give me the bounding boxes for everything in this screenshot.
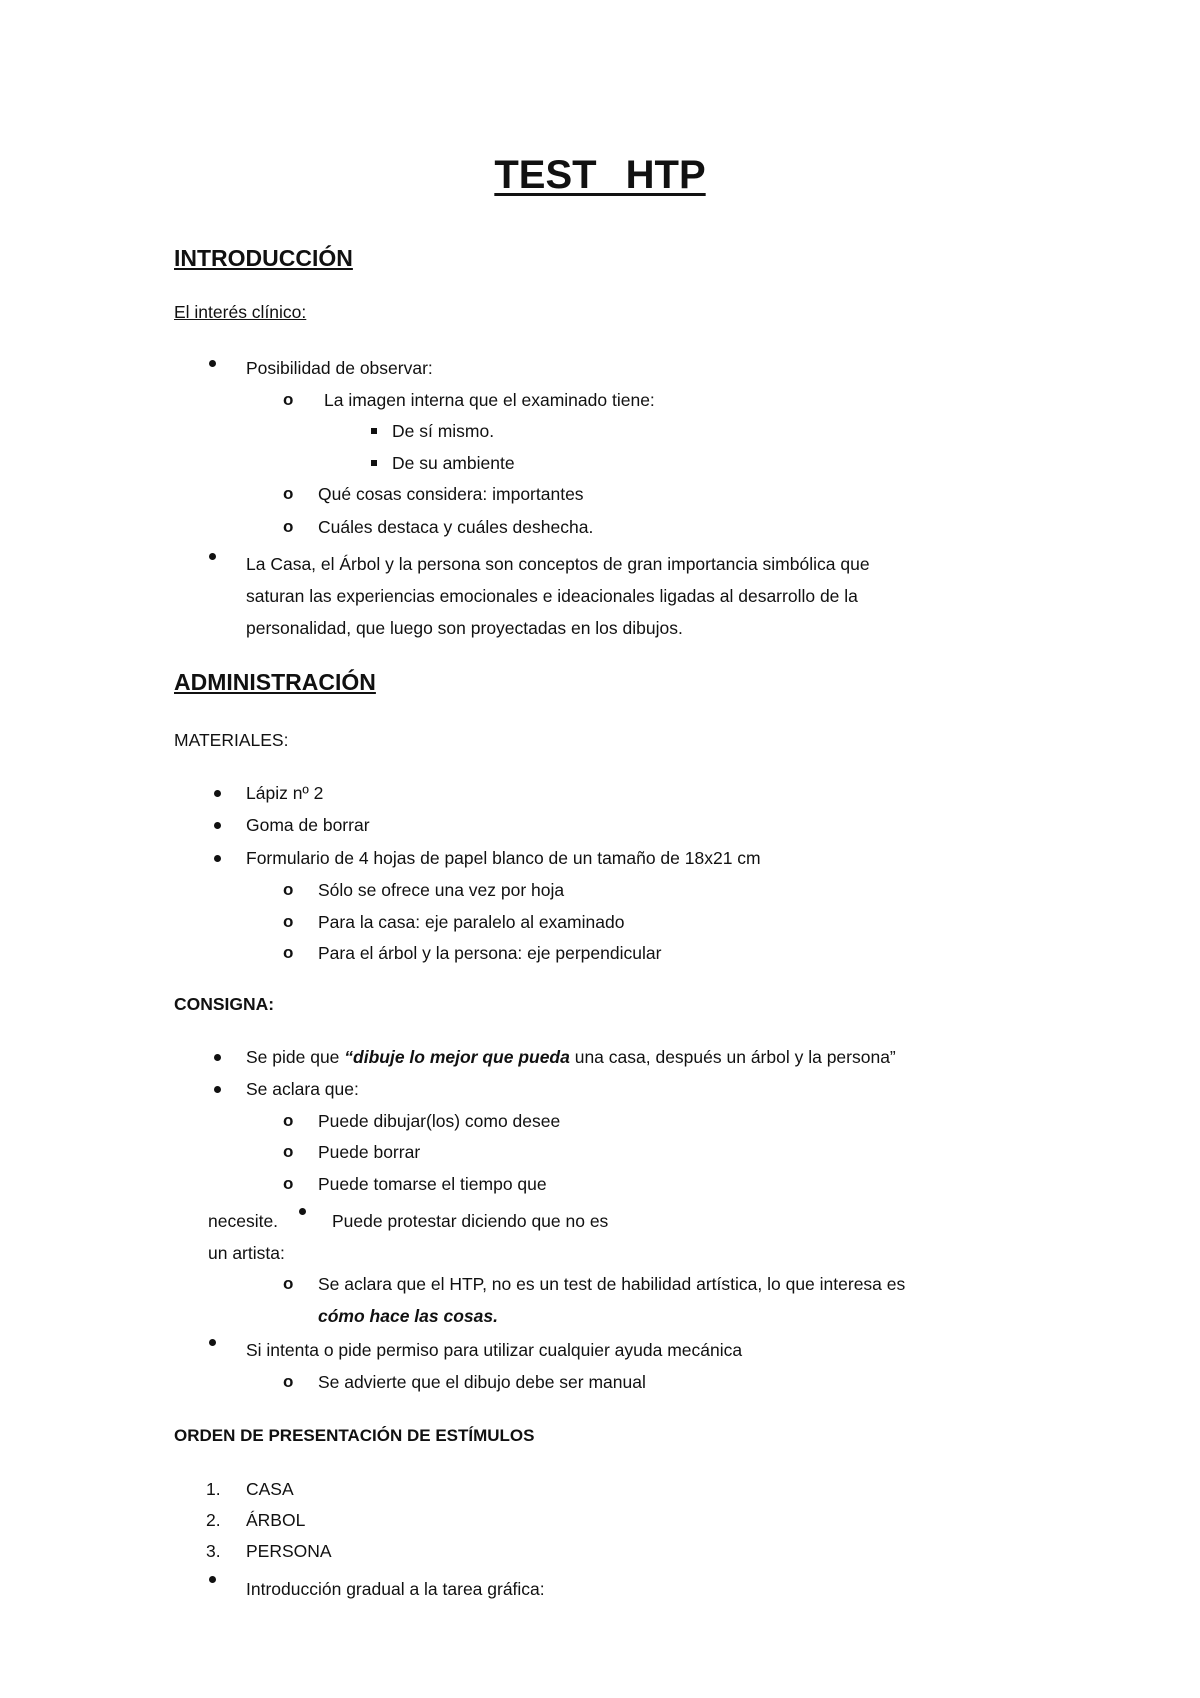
list-item-text: Se pide que — [246, 1047, 345, 1067]
list-item: Sólo se ofrece una vez por hoja — [318, 880, 565, 900]
section-heading-introduccion: INTRODUCCIÓN — [174, 245, 353, 271]
list-item: Puede protestar diciendo que no es — [332, 1211, 609, 1231]
bullet-icon — [209, 1339, 216, 1346]
bullet-icon — [214, 1054, 221, 1061]
circle-bullet-icon: o — [283, 484, 294, 503]
circle-bullet-icon: o — [283, 1274, 294, 1293]
bullet-icon — [299, 1208, 306, 1215]
list-item: Introducción gradual a la tarea gráfica: — [246, 1579, 545, 1599]
subheading-consigna: CONSIGNA: — [174, 994, 275, 1014]
subheading-interes-clinico: El interés clínico: — [174, 302, 307, 322]
bullet-icon — [214, 790, 221, 797]
circle-bullet-icon: o — [283, 1372, 294, 1391]
list-item: Para la casa: eje paralelo al examinado — [318, 912, 625, 932]
ordered-list-item: CASA — [246, 1479, 294, 1499]
section-heading-administracion: ADMINISTRACIÓN — [174, 669, 376, 695]
list-item-continuation: un artista: — [208, 1243, 285, 1263]
list-item: La imagen interna que el examinado tiene: — [324, 390, 655, 410]
list-item: Se aclara que el HTP, no es un test de habilidad artística, lo que interesa es — [318, 1274, 906, 1294]
square-bullet-icon — [371, 428, 377, 434]
list-item: Se advierte que el dibujo debe ser manual — [318, 1372, 646, 1392]
circle-bullet-icon: o — [283, 912, 294, 931]
list-item-text: una casa, después un árbol y la persona” — [569, 1047, 896, 1067]
subheading-orden: ORDEN DE PRESENTACIÓN DE ESTÍMULOS — [174, 1426, 535, 1445]
document-title: TEST HTP — [494, 153, 706, 197]
list-item: Formulario de 4 hojas de papel blanco de un tamaño de 18x21 cm — [246, 848, 761, 868]
ordered-list-number: 1. — [206, 1479, 221, 1499]
list-item: Puede tomarse el tiempo que — [318, 1174, 547, 1194]
list-item: Se aclara que: — [246, 1079, 359, 1099]
list-item-continuation: saturan las experiencias emocionales e ideacionales ligadas al desarrollo de la — [246, 586, 858, 606]
circle-bullet-icon: o — [283, 1142, 294, 1161]
list-item: La Casa, el Árbol y la persona son conceptos de gran importancia simbólica que — [246, 554, 870, 574]
list-item: De sí mismo. — [392, 421, 495, 441]
circle-bullet-icon: o — [283, 1174, 294, 1193]
circle-bullet-icon: o — [283, 880, 294, 899]
ordered-list-number: 2. — [206, 1510, 221, 1530]
bullet-icon — [214, 1086, 221, 1093]
list-item: Cuáles destaca y cuáles deshecha. — [318, 517, 594, 537]
list-item-continuation: necesite. — [208, 1211, 279, 1231]
list-item-continuation: cómo hace las cosas. — [318, 1306, 498, 1326]
circle-bullet-icon: o — [283, 390, 294, 409]
circle-bullet-icon: o — [283, 943, 294, 962]
ordered-list-item: PERSONA — [246, 1541, 332, 1561]
square-bullet-icon — [371, 460, 377, 466]
bullet-icon — [209, 1576, 216, 1583]
circle-bullet-icon: o — [283, 1111, 294, 1130]
subheading-materiales: MATERIALES: — [174, 730, 289, 750]
list-item: Para el árbol y la persona: eje perpendicular — [318, 943, 662, 963]
list-item-continuation: personalidad, que luego son proyectadas en los dibujos. — [246, 618, 683, 638]
circle-bullet-icon: o — [283, 517, 294, 536]
list-item: De su ambiente — [392, 453, 515, 473]
list-item: Goma de borrar — [246, 815, 370, 835]
ordered-list-number: 3. — [206, 1541, 221, 1561]
bullet-icon — [214, 822, 221, 829]
bullet-icon — [209, 360, 216, 367]
list-item — [246, 1046, 896, 1068]
bullet-icon — [209, 553, 216, 560]
emphasis-text: “dibuje lo mejor que pueda — [344, 1047, 570, 1067]
list-item: Posibilidad de observar: — [246, 358, 433, 378]
list-item: Puede borrar — [318, 1142, 421, 1162]
ordered-list-item: ÁRBOL — [246, 1510, 306, 1530]
list-item: Lápiz nº 2 — [246, 783, 324, 803]
list-item: Qué cosas considera: importantes — [318, 484, 584, 504]
list-item: Puede dibujar(los) como desee — [318, 1111, 561, 1131]
bullet-icon — [214, 855, 221, 862]
list-item: Si intenta o pide permiso para utilizar cualquier ayuda mecánica — [246, 1340, 743, 1360]
